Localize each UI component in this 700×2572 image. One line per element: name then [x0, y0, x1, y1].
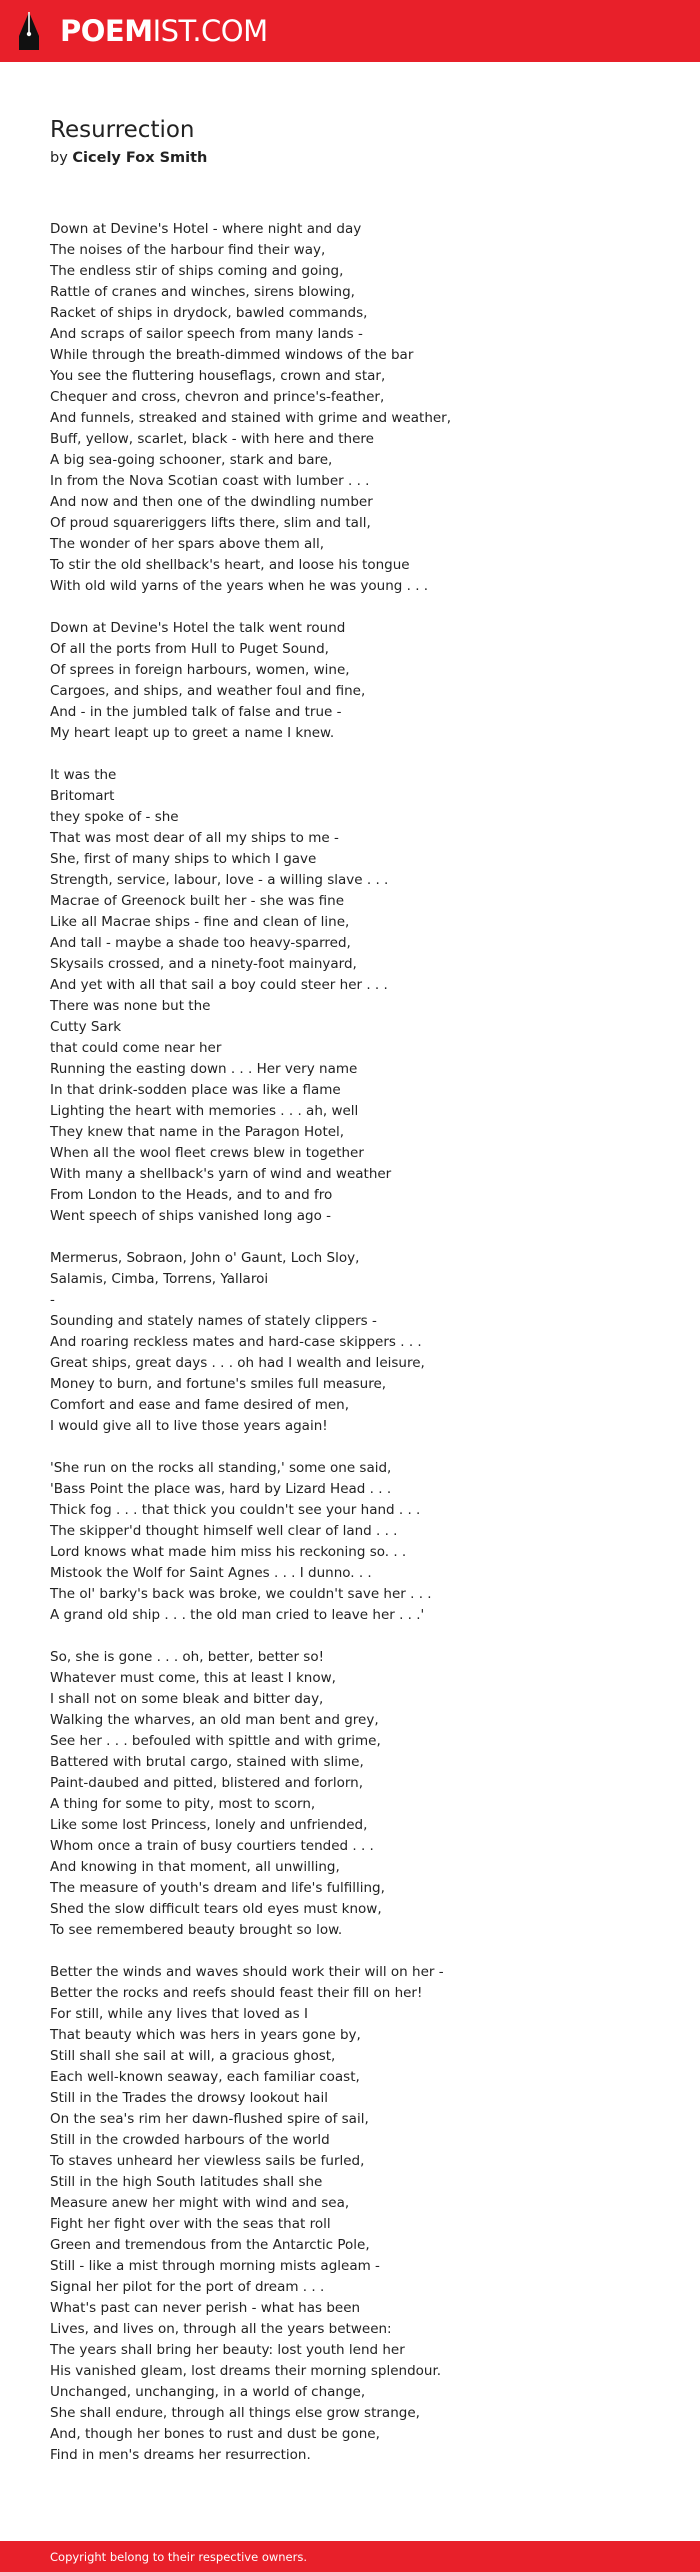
- poem-line: Still in the high South latitudes shall she: [50, 2174, 323, 2190]
- poem-line: Fight her fight over with the seas that roll: [50, 2216, 331, 2232]
- stanza: [50, 1647, 670, 1941]
- poem-line: Paint-daubed and pitted, blistered and forlorn,: [50, 1775, 364, 1791]
- poem-line: In from the Nova Scotian coast with lumber . . .: [50, 473, 370, 489]
- poem-line: Went speech of ships vanished long ago -: [50, 1208, 332, 1224]
- poem-line: To staves unheard her viewless sails be furled,: [50, 2153, 365, 2169]
- poem-line: Macrae of Greenock built her - she was fine: [50, 893, 345, 909]
- poem-line: Sounding and stately names of stately clippers -: [50, 1313, 377, 1329]
- stanza: [50, 1248, 670, 1437]
- stanza: [50, 219, 670, 597]
- poem-line: And tall - maybe a shade too heavy-sparred,: [50, 935, 351, 951]
- stanza: [50, 618, 670, 744]
- pen-nib-logo-icon[interactable]: [17, 10, 41, 52]
- poem-line: Racket of ships in drydock, bawled commands,: [50, 305, 368, 321]
- poem-line: Down at Devine's Hotel the talk went round: [50, 620, 346, 636]
- poem-line: Shed the slow difficult tears old eyes must know,: [50, 1901, 382, 1917]
- stanza: [50, 1962, 670, 2466]
- poem-line: She, first of many ships to which I gave: [50, 851, 317, 867]
- poem-line: Whom once a train of busy courtiers tended . . .: [50, 1838, 374, 1854]
- poem-line: Cargoes, and ships, and weather foul and fine,: [50, 683, 366, 699]
- poem-line: The wonder of her spars above them all,: [50, 536, 325, 552]
- poem-line: And roaring reckless mates and hard-case skippers . . .: [50, 1334, 422, 1350]
- poem-line: The endless stir of ships coming and going,: [50, 263, 344, 279]
- poem-line: I would give all to live those years again!: [50, 1418, 328, 1434]
- poem-line: And yet with all that sail a boy could steer her . . .: [50, 977, 388, 993]
- poem-line: Cutty Sark: [50, 1019, 122, 1035]
- poem-title: Resurrection: [50, 117, 195, 143]
- poem-line: And, though her bones to rust and dust be gone,: [50, 2426, 380, 2442]
- poem-line: Whatever must come, this at least I know,: [50, 1670, 336, 1686]
- poem-line: With many a shellback's yarn of wind and weather: [50, 1166, 392, 1182]
- poem-line: Buff, yellow, scarlet, black - with here and there: [50, 431, 374, 447]
- poem-line: That beauty which was hers in years gone by,: [50, 2027, 361, 2043]
- stanza: [50, 765, 670, 1227]
- author-name: Cicely Fox Smith: [72, 150, 208, 166]
- poem-line: Salamis, Cimba, Torrens, Yallaroi: [50, 1271, 269, 1287]
- poem-line: Unchanged, unchanging, in a world of change,: [50, 2384, 366, 2400]
- poem-line: She shall endure, through all things else grow strange,: [50, 2405, 420, 2421]
- poem-line: And - in the jumbled talk of false and true -: [50, 704, 342, 720]
- poem-line: When all the wool fleet crews blew in together: [50, 1145, 364, 1161]
- poem-line: Great ships, great days . . . oh had I wealth and leisure,: [50, 1355, 425, 1371]
- poem-line: So, she is gone . . . oh, better, better so!: [50, 1649, 325, 1665]
- poem-line: And now and then one of the dwindling number: [50, 494, 373, 510]
- poem-line: Like some lost Princess, lonely and unfriended,: [50, 1817, 368, 1833]
- poem-line: You see the fluttering houseflags, crown and star,: [50, 368, 386, 384]
- poem-line: What's past can never perish - what has been: [50, 2300, 361, 2316]
- poem-line: A thing for some to pity, most to scorn,: [50, 1796, 316, 1812]
- poem-line: The ol' barky's back was broke, we couldn't save her . . .: [50, 1586, 432, 1602]
- poem-line: Of all the ports from Hull to Puget Sound,: [50, 641, 329, 657]
- poem-line: Down at Devine's Hotel - where night and day: [50, 221, 362, 237]
- brand-light: IST.COM: [152, 14, 268, 48]
- copyright-notice: Copyright belong to their respective owners.: [50, 2550, 308, 2564]
- poem-line: The noises of the harbour find their way,: [50, 242, 326, 258]
- poem-line: While through the breath-dimmed windows of the bar: [50, 347, 414, 363]
- poem-line: Comfort and ease and fame desired of men,: [50, 1397, 350, 1413]
- poem-line: they spoke of - she: [50, 809, 179, 825]
- poem-line: In that drink-sodden place was like a flame: [50, 1082, 341, 1098]
- poem-line: It was the: [50, 767, 117, 783]
- poem-line: Running the easting down . . . Her very name: [50, 1061, 358, 1077]
- poem-line: My heart leapt up to greet a name I knew.: [50, 725, 335, 741]
- poem-body: [50, 219, 670, 2487]
- stanza: [50, 1458, 670, 1626]
- poem-line: Mermerus, Sobraon, John o' Gaunt, Loch Sloy,: [50, 1250, 360, 1266]
- site-header: [0, 0, 700, 62]
- poem-line: Like all Macrae ships - fine and clean of line,: [50, 914, 350, 930]
- poem-line: Mistook the Wolf for Saint Agnes . . . I dunno. . .: [50, 1565, 372, 1581]
- poem-line: The years shall bring her beauty: lost youth lend her: [50, 2342, 405, 2358]
- poem-line: That was most dear of all my ships to me -: [50, 830, 339, 846]
- poem-line: Lighting the heart with memories . . . ah, well: [50, 1103, 359, 1119]
- poem-line: To stir the old shellback's heart, and loose his tongue: [50, 557, 410, 573]
- poem-line: Money to burn, and fortune's smiles full measure,: [50, 1376, 387, 1392]
- poem-line: Still shall she sail at will, a gracious ghost,: [50, 2048, 336, 2064]
- poem-line: Measure anew her might with wind and sea,: [50, 2195, 350, 2211]
- brand-bold: POEM: [60, 14, 153, 48]
- poem-line: Strength, service, labour, love - a willing slave . . .: [50, 872, 389, 888]
- poem-line: Green and tremendous from the Antarctic Pole,: [50, 2237, 370, 2253]
- poem-line: 'She run on the rocks all standing,' some one said,: [50, 1460, 392, 1476]
- poem-line: To see remembered beauty brought so low.: [50, 1922, 343, 1938]
- by-label: by: [50, 150, 68, 166]
- poem-line: Thick fog . . . that thick you couldn't see your hand . . .: [50, 1502, 421, 1518]
- poem-line: Still in the crowded harbours of the world: [50, 2132, 330, 2148]
- poem-line: Better the rocks and reefs should feast their fill on her!: [50, 1985, 423, 2001]
- poem-line: A big sea-going schooner, stark and bare,: [50, 452, 333, 468]
- poem-line: Find in men's dreams her resurrection.: [50, 2447, 311, 2463]
- poem-line: On the sea's rim her dawn-flushed spire of sail,: [50, 2111, 369, 2127]
- poem-line: that could come near her: [50, 1040, 222, 1056]
- poem-line: Britomart: [50, 788, 115, 804]
- poem-line: His vanished gleam, lost dreams their morning splendour.: [50, 2363, 442, 2379]
- poem-line: The measure of youth's dream and life's fulfilling,: [50, 1880, 385, 1896]
- poem-line: I shall not on some bleak and bitter day,: [50, 1691, 324, 1707]
- poem-line: From London to the Heads, and to and fro: [50, 1187, 333, 1203]
- poem-line: Better the winds and waves should work their will on her -: [50, 1964, 444, 1980]
- poem-line: Rattle of cranes and winches, sirens blowing,: [50, 284, 355, 300]
- poem-line: Still - like a mist through morning mists agleam -: [50, 2258, 380, 2274]
- poem-line: They knew that name in the Paragon Hotel,: [50, 1124, 345, 1140]
- poem-line: Of proud squareriggers lifts there, slim and tall,: [50, 515, 371, 531]
- poem-line: Signal her pilot for the port of dream . . .: [50, 2279, 325, 2295]
- poem-line: There was none but the: [50, 998, 211, 1014]
- poem-line: The skipper'd thought himself well clear of land . . .: [50, 1523, 398, 1539]
- poem-line: Skysails crossed, and a ninety-foot mainyard,: [50, 956, 357, 972]
- poem-line: Walking the wharves, an old man bent and grey,: [50, 1712, 379, 1728]
- poem-line: Chequer and cross, chevron and prince's-feather,: [50, 389, 385, 405]
- poem-line: See her . . . befouled with spittle and with grime,: [50, 1733, 381, 1749]
- poem-line: With old wild yarns of the years when he was young . . .: [50, 578, 429, 594]
- site-logo-text[interactable]: [60, 14, 268, 48]
- poem-line: Lord knows what made him miss his reckoning so. . .: [50, 1544, 407, 1560]
- poem-line: For still, while any lives that loved as I: [50, 2006, 308, 2022]
- poem-line: And funnels, streaked and stained with grime and weather,: [50, 410, 452, 426]
- site-footer: [0, 2541, 700, 2572]
- poem-line: Still in the Trades the drowsy lookout hail: [50, 2090, 328, 2106]
- poem-line: A grand old ship . . . the old man cried to leave her . . .': [50, 1607, 425, 1623]
- poem-line: Battered with brutal cargo, stained with slime,: [50, 1754, 364, 1770]
- poem-line: 'Bass Point the place was, hard by Lizard Head . . .: [50, 1481, 392, 1497]
- byline: [50, 148, 207, 168]
- poem-line: Each well-known seaway, each familiar coast,: [50, 2069, 360, 2085]
- poem-line: And knowing in that moment, all unwilling,: [50, 1859, 340, 1875]
- poem-line: Of sprees in foreign harbours, women, wine,: [50, 662, 350, 678]
- poem-line: -: [50, 1292, 55, 1308]
- poem-line: And scraps of sailor speech from many lands -: [50, 326, 363, 342]
- poem-line: Lives, and lives on, through all the years between:: [50, 2321, 392, 2337]
